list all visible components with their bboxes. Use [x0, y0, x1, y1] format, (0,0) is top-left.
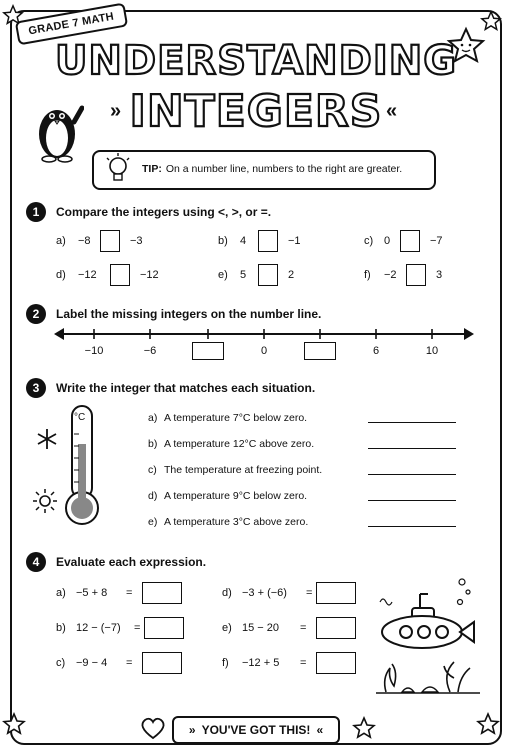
answer-box[interactable] [316, 617, 356, 639]
penguin-illustration [30, 92, 84, 164]
submarine-illustration [372, 574, 484, 696]
answer-line[interactable] [368, 422, 456, 423]
tip-content: On a number line, numbers to the right are greater. [165, 163, 403, 175]
compare-item-c: c) 0 −7 [364, 230, 443, 252]
chevron-decoration: « [316, 723, 324, 737]
encouragement-banner [172, 716, 340, 744]
answer-line[interactable] [368, 448, 456, 449]
star-icon [2, 712, 26, 736]
expression-item-b: b) 12 − (−7) = [56, 617, 184, 639]
answer-box[interactable] [316, 582, 356, 604]
situation-item-a: a) A temperature 7°C below zero. [148, 412, 308, 424]
section-title-3: Write the integer that matches each situation. [56, 381, 316, 395]
thermometer-unit: °C [74, 412, 86, 423]
chevron-decoration: » [188, 723, 196, 737]
star-icon [476, 712, 500, 736]
expression-item-e: e) 15 − 20 = [222, 617, 356, 639]
heart-icon [140, 716, 166, 740]
answer-line[interactable] [368, 500, 456, 501]
situation-item-e: e) A temperature 3°C above zero. [148, 516, 309, 528]
answer-box[interactable] [144, 617, 184, 639]
tick-label: 0 [260, 345, 268, 357]
section-number-4: 4 [26, 552, 46, 572]
section-title-1: Compare the integers using <, >, or =. [56, 205, 272, 219]
tick-label: 10 [425, 345, 439, 357]
chevron-right-decoration: « [386, 100, 398, 122]
tick-label: 6 [372, 345, 380, 357]
page-title-line1: UNDERSTANDING [54, 38, 458, 84]
situation-item-b: b) A temperature 12°C above zero. [148, 438, 315, 450]
page-title-line2: INTEGERS [129, 86, 383, 137]
snowflake-icon [36, 428, 58, 450]
sun-icon [32, 488, 58, 514]
compare-item-d: d) −12 −12 [56, 264, 159, 286]
section-title-4: Evaluate each expression. [56, 555, 207, 569]
answer-box[interactable] [100, 230, 120, 252]
expression-item-a: a) −5 + 8 = [56, 582, 182, 604]
encouragement-text: YOU'VE GOT THIS! [201, 723, 311, 737]
answer-box[interactable] [258, 230, 278, 252]
tick-label: −6 [143, 345, 157, 357]
tip-text [142, 163, 402, 175]
answer-box[interactable] [406, 264, 426, 286]
expression-item-c: c) −9 − 4 = [56, 652, 182, 674]
section-number-2: 2 [26, 304, 46, 324]
section-number-1: 1 [26, 202, 46, 222]
number-line-blank-box[interactable] [304, 342, 336, 360]
answer-box[interactable] [258, 264, 278, 286]
tick-label: −10 [84, 345, 104, 357]
situation-item-c: c) The temperature at freezing point. [148, 464, 323, 476]
expression-item-f: f) −12 + 5 = [222, 652, 356, 674]
answer-line[interactable] [368, 526, 456, 527]
answer-box[interactable] [110, 264, 130, 286]
section-title-2: Label the missing integers on the number line. [56, 307, 322, 321]
answer-box[interactable] [316, 652, 356, 674]
number-line [54, 326, 474, 342]
answer-line[interactable] [368, 474, 456, 475]
situation-item-d: d) A temperature 9°C below zero. [148, 490, 308, 502]
tip-label: TIP: [142, 163, 162, 175]
section-number-3: 3 [26, 378, 46, 398]
expression-item-d: d) −3 + (−6) = [222, 582, 356, 604]
answer-box[interactable] [142, 582, 182, 604]
compare-item-a: a) −8 −3 [56, 230, 143, 252]
chevron-left-decoration: » [110, 100, 122, 122]
grade-badge: GRADE 7 MATH [15, 3, 128, 46]
compare-item-b: b) 4 −1 [218, 230, 301, 252]
lightbulb-icon [104, 152, 132, 188]
compare-item-e: e) 5 2 [218, 264, 294, 286]
star-icon [352, 716, 376, 740]
compare-item-f: f) −2 3 [364, 264, 442, 286]
answer-box[interactable] [400, 230, 420, 252]
answer-box[interactable] [142, 652, 182, 674]
number-line-blank-box[interactable] [192, 342, 224, 360]
